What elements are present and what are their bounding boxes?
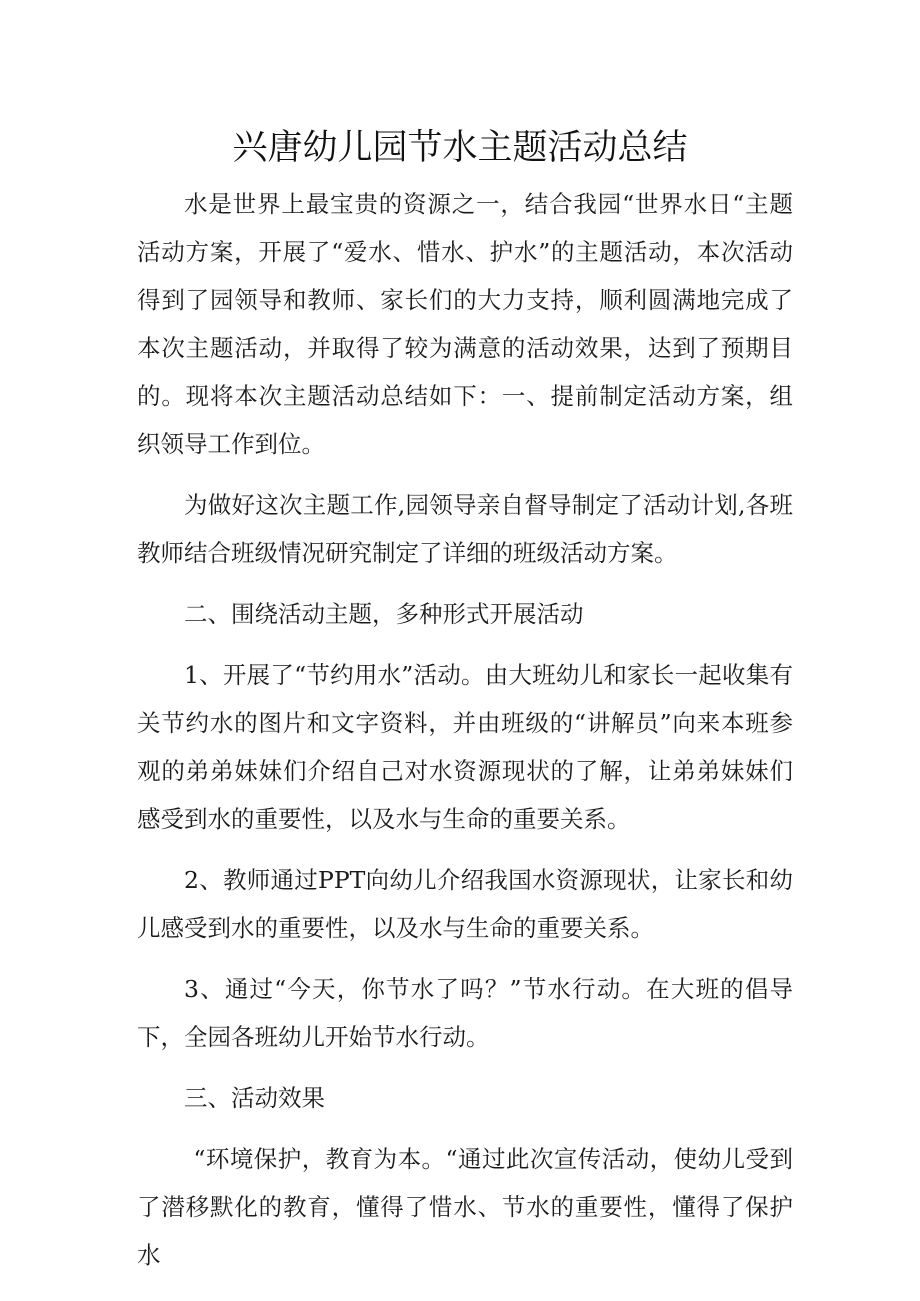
section-heading-results: 三、活动效果 [184,1084,325,1112]
paragraph-intro: 水是世界上最宝贵的资源之一，结合我园“世界水日“主题活动方案，开展了“爱水、惜水、护水”的主题活动，本次活动得到了园领导和教师、家长们的大力支持，顺利圆满地完成了本次主题活动，并取得了较为满意的活动效果，达到了预期目的。现将本次主题活动总结如下：一、提前制定活动方案，组织领导工作到位。 [137,190,793,458]
paragraph-results: “环境保护，教育为本。“通过此次宣传活动，使幼儿受到了潜移默化的教育，懂得了惜水、节水的重要性，懂得了保护水 [137,1145,793,1269]
paragraph-plan: 为做好这次主题工作,园领导亲自督导制定了活动计划,各班教师结合班级情况研究制定了详细的班级活动方案。 [137,491,793,567]
section-heading-activities: 二、围绕活动主题，多种形式开展活动 [184,600,584,628]
document-body [137,180,793,1279]
document-title: 兴唐幼儿园节水主题活动总结 [232,128,688,168]
paragraph-activity-2: 2、教师通过PPT向幼儿介绍我国水资源现状，让家长和幼儿感受到水的重要性，以及水与生命的重要关系。 [137,866,793,942]
paragraph-activity-3: 3、通过“今天，你节水了吗？”节水行动。在大班的倡导下，全园各班幼儿开始节水行动。 [137,975,793,1051]
paragraph-activity-1: 1、开展了“节约用水”活动。由大班幼儿和家长一起收集有关节约水的图片和文字资料，并由班级的“讲解员”向来本班参观的弟弟妹妹们介绍自己对水资源现状的了解，让弟弟妹妹们感受到水的重要性，以及水与生命的重要关系。 [137,661,793,833]
